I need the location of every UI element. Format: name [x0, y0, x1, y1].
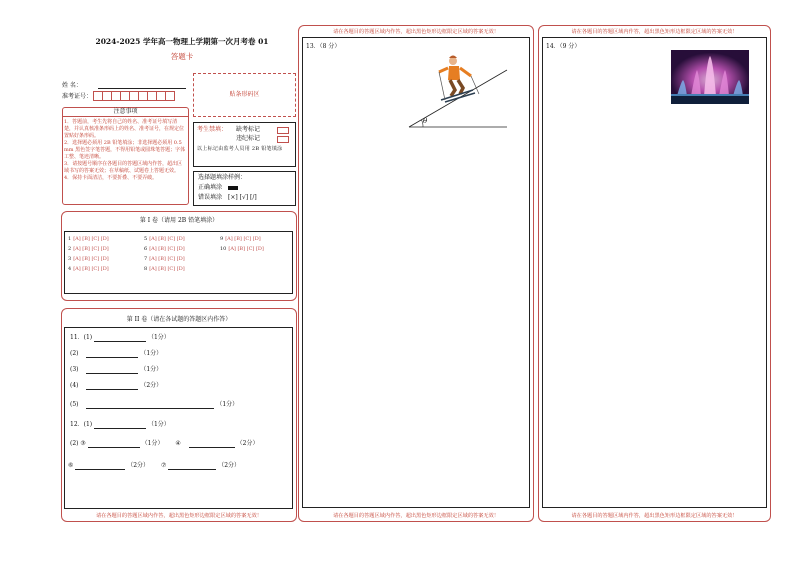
score: （1分） — [147, 334, 170, 341]
fountain-photo — [671, 50, 749, 104]
page-title: 2024-2025 学年高一物理上学期第一次月考卷 01 — [95, 37, 269, 46]
q11-blank[interactable] — [86, 357, 138, 358]
mc-options[interactable]: [A] [B] [C] [D] — [73, 256, 109, 262]
q11-answer-1[interactable] — [70, 334, 170, 342]
missing-mark-box[interactable] — [277, 127, 289, 134]
part-label: ④ — [175, 440, 181, 447]
mc-number: 6 — [144, 246, 148, 252]
part-label: ⑥ — [68, 462, 74, 469]
name-field[interactable] — [98, 88, 186, 89]
q12-answer-2[interactable] — [70, 440, 258, 448]
score: （1分） — [140, 366, 163, 373]
sample-wrong-label: 错误填涂 — [198, 194, 223, 201]
mc-options[interactable]: [A] [B] [C] [D] — [149, 256, 185, 262]
q11-blank[interactable] — [94, 341, 146, 342]
q11-blank[interactable] — [86, 389, 138, 390]
mc-options[interactable]: [A] [B] [C] [D] — [149, 236, 185, 242]
mc-options[interactable]: [A] [B] [C] [D] — [225, 236, 261, 242]
absent-note: 以上标记由监考人员用 2B 铅笔填涂 — [197, 146, 283, 152]
q12-blank[interactable] — [75, 469, 125, 470]
violation-mark-box[interactable] — [277, 136, 289, 143]
mc-question-7[interactable] — [144, 256, 185, 262]
mc-question-9[interactable] — [220, 236, 261, 242]
mc-number: 5 — [144, 236, 148, 242]
notice-title: 注意事项 — [62, 108, 189, 117]
part-label: ⑦ — [160, 462, 167, 469]
exam-id-cells[interactable] — [93, 91, 174, 101]
absent-label: 考生禁填： — [197, 126, 228, 133]
mc-question-1[interactable] — [68, 236, 109, 242]
mc-number: 2 — [68, 246, 72, 252]
part-label: (4) — [70, 382, 79, 389]
barcode-label: 贴条形码区 — [229, 91, 260, 98]
q11-answer-4[interactable] — [70, 382, 162, 390]
answer-card-subtitle: 答题卡 — [170, 52, 194, 61]
sample-title: 选择题填涂样例： — [198, 174, 247, 181]
q11-answer-5[interactable] — [70, 401, 238, 409]
mc-question-5[interactable] — [144, 236, 185, 242]
notice-item: 3．请按题号顺序在各题目的答题区域内作答，超出区域书写的答案无效；在草稿纸、试题卷上答题无效。 — [64, 161, 183, 174]
mc-number: 9 — [220, 236, 224, 242]
score: （1分） — [140, 350, 163, 357]
mc-question-6[interactable] — [144, 246, 185, 252]
sample-correct-label: 正确填涂 — [198, 184, 223, 191]
notice-item: 1．答题前，考生先将自己的姓名、准考证号填写清楚，并认真核准条形码上的姓名、准考证号，在规定位置贴好条形码。 — [64, 119, 185, 139]
score: （1分） — [141, 440, 164, 447]
q12-label: 12．(1) — [70, 421, 93, 428]
mc-question-3[interactable] — [68, 256, 109, 262]
part-label: (2) ③ — [70, 440, 86, 447]
q12-blank[interactable] — [168, 469, 216, 470]
q12-answer-3[interactable] — [68, 462, 240, 470]
angle-label: θ — [423, 117, 428, 125]
header-warning-mid: 请在各题目的答题区域内作答，超出黑色矩形边框限定区域的答案无效！ — [332, 29, 499, 35]
mc-options[interactable]: [A] [B] [C] [D] — [149, 266, 185, 272]
sample-filled-mark — [228, 186, 238, 190]
mc-options[interactable]: [A] [B] [C] [D] — [228, 246, 264, 252]
q13-label: 13．（8 分） — [306, 43, 341, 50]
score: （2分） — [218, 462, 241, 469]
q14-label: 14．（9 分） — [546, 43, 581, 50]
q11-answer-3[interactable] — [70, 366, 162, 374]
part-label: (2) — [70, 350, 79, 357]
q14-answer-frame[interactable] — [542, 37, 767, 508]
score: （2分） — [236, 440, 259, 447]
mc-number: 4 — [68, 266, 72, 272]
part1-title: 第 I 卷（请用 2B 铅笔填涂） — [139, 217, 219, 224]
mc-question-4[interactable] — [68, 266, 109, 272]
mc-options[interactable]: [A] [B] [C] [D] — [73, 266, 109, 272]
score: （2分） — [127, 462, 150, 469]
q12-blank[interactable] — [189, 447, 235, 448]
score: （1分） — [216, 401, 239, 408]
mc-number: 10 — [220, 246, 227, 252]
mc-options[interactable]: [A] [B] [C] [D] — [73, 246, 109, 252]
mc-question-10[interactable] — [220, 246, 264, 252]
mc-options[interactable]: [A] [B] [C] [D] — [73, 236, 109, 242]
q12-blank[interactable] — [88, 447, 140, 448]
notice-item: 4．保持卡面清洁，不要折叠、不要弄破。 — [64, 175, 158, 181]
part2-title: 第 II 卷（请在各试题的答题区内作答） — [126, 316, 232, 323]
missing-mark-label: 缺考标记 — [236, 126, 261, 133]
q12-blank[interactable] — [94, 428, 146, 429]
mc-number: 1 — [68, 236, 72, 242]
q11-label: 11．(1) — [70, 334, 93, 341]
part-label: (5) — [70, 401, 79, 408]
footer-warning-right: 请在各题目的答题区域内作答，超出黑色矩形边框限定区域的答案无效！ — [571, 513, 738, 519]
q12-answer-1[interactable] — [70, 421, 170, 429]
skier-slope-diagram — [405, 50, 510, 130]
mc-question-2[interactable] — [68, 246, 109, 252]
score: （1分） — [147, 421, 170, 428]
footer-warning-left: 请在各题目的答题区域内作答，超出黑色矩形边框限定区域的答案无效！ — [95, 513, 262, 519]
name-label: 姓 名： — [62, 82, 82, 89]
notice-list — [64, 119, 187, 182]
q11-blank[interactable] — [86, 408, 214, 409]
mc-options[interactable]: [A] [B] [C] [D] — [149, 246, 185, 252]
header-warning-right: 请在各题目的答题区域内作答，超出黑色矩形边框限定区域的答案无效！ — [571, 29, 738, 35]
skier-icon — [439, 56, 479, 103]
sample-wrong-marks: [×] [√] [/] — [228, 194, 257, 201]
q11-answer-2[interactable] — [70, 350, 162, 358]
q11-blank[interactable] — [86, 373, 138, 374]
footer-warning-mid: 请在各题目的答题区域内作答，超出黑色矩形边框限定区域的答案无效！ — [332, 513, 499, 519]
mc-number: 7 — [144, 256, 148, 262]
exam-id-label: 准考证号： — [62, 93, 93, 100]
mc-number: 3 — [68, 256, 72, 262]
mc-question-8[interactable] — [144, 266, 185, 272]
score: （2分） — [140, 382, 163, 389]
notice-item: 2．选择题必须用 2B 铅笔填涂；非选择题必须用 0.5 mm 黑色签字笔答题，不得用铅笔或圆珠笔答题；字体工整、笔迹清晰。 — [64, 140, 186, 160]
mc-number: 8 — [144, 266, 148, 272]
part-label: (3) — [70, 366, 79, 373]
violation-mark-label: 违纪标记 — [236, 135, 261, 142]
